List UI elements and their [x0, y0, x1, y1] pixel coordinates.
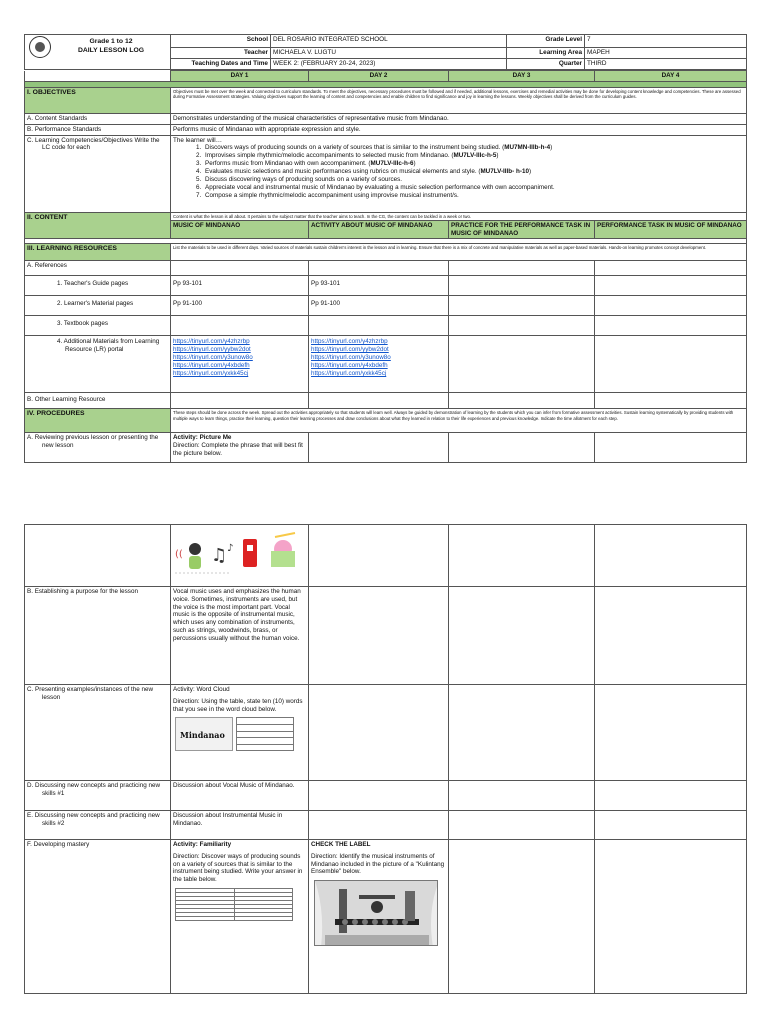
- main-table: [24, 70, 747, 463]
- proc-b-label: B. Establishing a purpose for the lesson: [25, 586, 171, 684]
- tg-label: 1. Teacher's Guide pages: [25, 276, 171, 296]
- procedures-table: [24, 524, 747, 994]
- music-pictures-icon: [173, 529, 305, 579]
- proc-f-label: F. Developing mastery: [25, 839, 171, 993]
- lr-link[interactable]: https://tinyurl.com/y3unow8o: [173, 354, 253, 362]
- quarter-value: THIRD: [585, 59, 747, 70]
- proc-a-label: A. Reviewing previous lesson or presenting the new lesson: [25, 433, 171, 463]
- procedures-note: These steps should be done across the week. Spread out the activities appropriately so that students will learn well. Always be guided by demonstration of learning by the students which you can infer from formative assessment activities. Sustain learning systematically by providing students with multiple ways to learn things, practice their learning, question their learning processes and draw conclusions about what they learned in relation to their life experiences and previous knowledge. Indicate the time allotment for each step.: [171, 409, 747, 433]
- grade-range: Grade 1 to 12: [89, 38, 133, 45]
- resources-note: List the materials to be used in different days. Varied sources of materials sustain children's interest in the lesson and in learning. Ensure that there is a mix of concrete and manipulative materials as well as paper-based materials. Hands-on learning promotes concept development.: [171, 244, 747, 261]
- lesson-log-page-2: [24, 524, 746, 994]
- lm-day-2: Pp 91-100: [309, 296, 449, 316]
- word-cloud-direction: Direction: Using the table, state ten (10) words that you see in the word cloud below.: [173, 697, 303, 713]
- lr-link[interactable]: https://tinyurl.com/y4zhzrbp: [173, 338, 250, 346]
- competencies-label: C. Learning Competencies/Objectives Write the LC code for each: [25, 135, 171, 212]
- grade-level-label: Grade Level: [507, 35, 585, 48]
- kulintang-ensemble-image: [314, 880, 438, 946]
- learner-will-text: The learner will…: [173, 136, 222, 144]
- references-label: A. References: [25, 261, 171, 276]
- teacher-label: Teacher: [171, 48, 271, 59]
- check-label-title: CHECK THE LABEL: [311, 840, 371, 848]
- familiarity-direction: Direction: Discover ways of producing sounds on a variety of sources that is similar to the instrument being studied. Write your answer in the table below.: [173, 852, 303, 884]
- additional-materials-label: 4. Additional Materials from Learning Resource (LR) portal: [25, 336, 171, 393]
- word-cloud-image: Mindanao: [175, 717, 233, 751]
- proc-c-label: C. Presenting examples/instances of the new lesson: [25, 684, 171, 780]
- learning-area-value: MAPEH: [585, 48, 747, 59]
- dates-value: WEEK 2: (FEBRUARY 20-24, 2023): [271, 59, 507, 70]
- day-3-header: DAY 3: [449, 71, 595, 82]
- tg-day-1: Pp 93-101: [171, 276, 309, 296]
- instrumental-discussion-text: Discussion about Instrumental Music in Mindanao.: [171, 810, 309, 839]
- performance-standards-text: Performs music of Mindanao with appropriate expression and style.: [171, 124, 747, 135]
- day-4-header: DAY 4: [595, 71, 747, 82]
- school-value: DEL ROSARIO INTEGRATED SCHOOL: [271, 35, 507, 48]
- word-cloud-answer-table: [236, 717, 294, 751]
- lr-link[interactable]: https://tinyurl.com/yxkk45cj: [311, 369, 387, 377]
- performance-standards-label: B. Performance Standards: [25, 124, 171, 135]
- competency-item: 7. Compose a simple rhythmic/melodic accompaniment using improvise musical instrument/s.: [203, 192, 744, 200]
- teacher-value: MICHAELA V. LUGTU: [271, 48, 507, 59]
- links-day-1: [171, 336, 309, 393]
- lr-link[interactable]: https://tinyurl.com/y4xbdefh: [173, 362, 250, 370]
- grade-level-value: 7: [585, 35, 747, 48]
- day-1-topic: MUSIC OF MINDANAO: [171, 220, 309, 239]
- lm-day-1: Pp 91-100: [171, 296, 309, 316]
- school-label: School: [171, 35, 271, 48]
- lr-link[interactable]: https://tinyurl.com/y4zhzrbp: [311, 338, 388, 346]
- vocal-music-text: Vocal music uses and emphasizes the human voice. Sometimes, instruments are used, but the voice is the most important part. Vocal music is the opposite of instrumental music, which uses any combination of instruments, such as strings, woodwinds, brass, or percussions usually without the human voice.: [171, 586, 309, 684]
- familiarity-title: Activity: Familiarity: [173, 840, 232, 848]
- competency-item: 3. Performs music from Mindanao with own accompaniment. (MU7LV-IIIc-h-6): [203, 160, 744, 168]
- dates-label: Teaching Dates and Time: [171, 59, 271, 70]
- procedures-heading: IV. PROCEDURES: [25, 409, 171, 433]
- svg-text:♪: ♪: [227, 543, 234, 554]
- competency-item: 5. Discuss discovering ways of producing sounds on a variety of sources.: [203, 176, 744, 184]
- svg-text:♫: ♫: [211, 545, 228, 566]
- day-2-topic: ACTIVITY ABOUT MUSIC OF MINDANAO: [309, 220, 449, 239]
- word-cloud-title: Activity: Word Cloud: [173, 685, 230, 693]
- check-label-direction: Direction: Identify the musical instruments of Mindanao included in the picture of a "Kulintang Ensemble" below.: [311, 852, 445, 876]
- objectives-note: Objectives must be met over the week and connected to curriculum standards. To meet the objectives, necessary procedures must be followed and if needed, additional lessons, exercises and remedial activities may be done for developing content knowledge and competencies. These are assessed during Formative Assessment strategies. Valuing objectives support the learning of content and competencies and enable children to find significance and joy in learning the lessons. Weekly objectives shall be derived from the curriculum guides.: [171, 87, 747, 113]
- proc-e-label: E. Discussing new concepts and practicing new skills #2: [25, 810, 171, 839]
- day-3-topic: PRACTICE FOR THE PERFORMANCE TASK IN MUSIC OF MINDANAO: [449, 220, 595, 239]
- lr-link[interactable]: https://tinyurl.com/y4xbdefh: [311, 362, 388, 370]
- competency-item: 1. Discovers ways of producing sounds on a variety of sources that is similar to the instrument being studied. (MU7MN-IIIb-h-4): [203, 144, 744, 152]
- lm-label: 2. Learner's Material pages: [25, 296, 171, 316]
- svg-text:((: ((: [175, 549, 183, 560]
- textbook-label: 3. Textbook pages: [25, 316, 171, 336]
- word-cloud-cell: [171, 684, 309, 780]
- vocal-discussion-text: Discussion about Vocal Music of Mindanao.: [171, 780, 309, 810]
- header-table: [24, 34, 747, 70]
- day-4-topic: PERFORMANCE TASK IN MUSIC OF MINDANAO: [595, 220, 747, 239]
- resources-heading: III. LEARNING RESOURCES: [25, 244, 171, 261]
- competencies-cell: [171, 135, 747, 212]
- proc-a-day-1: [171, 433, 309, 463]
- picture-me-title: Activity: Picture Me: [173, 434, 232, 442]
- lesson-log-page-1: [24, 34, 746, 463]
- links-day-2: [309, 336, 449, 393]
- proc-d-label: D. Discussing new concepts and practicing new skills #1: [25, 780, 171, 810]
- log-title: DAILY LESSON LOG: [77, 46, 145, 54]
- deped-seal-icon: [29, 36, 51, 58]
- competency-item: 2. Improvises simple rhythmic/melodic accompaniments to selected music from Mindanao. (MU7LV-IIIc-h-5): [203, 152, 744, 160]
- familiarity-table: [175, 888, 293, 921]
- competency-list: [173, 144, 744, 199]
- picture-me-direction: Direction: Complete the phrase that will best fit the picture below.: [173, 442, 303, 458]
- day-2-header: DAY 2: [309, 71, 449, 82]
- competency-item: 4. Evaluates music selections and music performances using rubrics on musical elements and style. (MU7LV-IIIb- h-10): [203, 168, 744, 176]
- other-resource-label: B. Other Learning Resource: [25, 393, 171, 409]
- lr-link[interactable]: https://tinyurl.com/yxkk45cj: [173, 369, 249, 377]
- competency-item: 6. Appreciate vocal and instrumental music of Mindanao by evaluating a music selection performance with own accompaniment.: [203, 184, 744, 192]
- kulintang-ensemble-icon: [315, 881, 438, 946]
- school-logo-cell: [25, 35, 171, 70]
- lr-link[interactable]: https://tinyurl.com/y3unow8o: [311, 354, 391, 362]
- familiarity-cell: [171, 839, 309, 993]
- quarter-label: Quarter: [507, 59, 585, 70]
- lr-link[interactable]: https://tinyurl.com/yybw2dot: [173, 346, 251, 354]
- content-standards-text: Demonstrates understanding of the musical characteristics of representative music from Mindanao.: [171, 113, 747, 124]
- picture-me-images: [171, 525, 309, 587]
- content-standards-label: A. Content Standards: [25, 113, 171, 124]
- check-label-cell: [309, 839, 449, 993]
- content-note: Content is what the lesson is all about. It pertains to the subject matter that the teacher aims to teach. In the CG, the content can be tackled in a week or two.: [171, 212, 747, 220]
- learning-area-label: Learning Area: [507, 48, 585, 59]
- objectives-heading: I. OBJECTIVES: [25, 87, 171, 113]
- content-heading: II. CONTENT: [25, 212, 171, 239]
- lr-link[interactable]: https://tinyurl.com/yybw2dot: [311, 346, 389, 354]
- tg-day-2: Pp 93-101: [309, 276, 449, 296]
- day-1-header: DAY 1: [171, 71, 309, 82]
